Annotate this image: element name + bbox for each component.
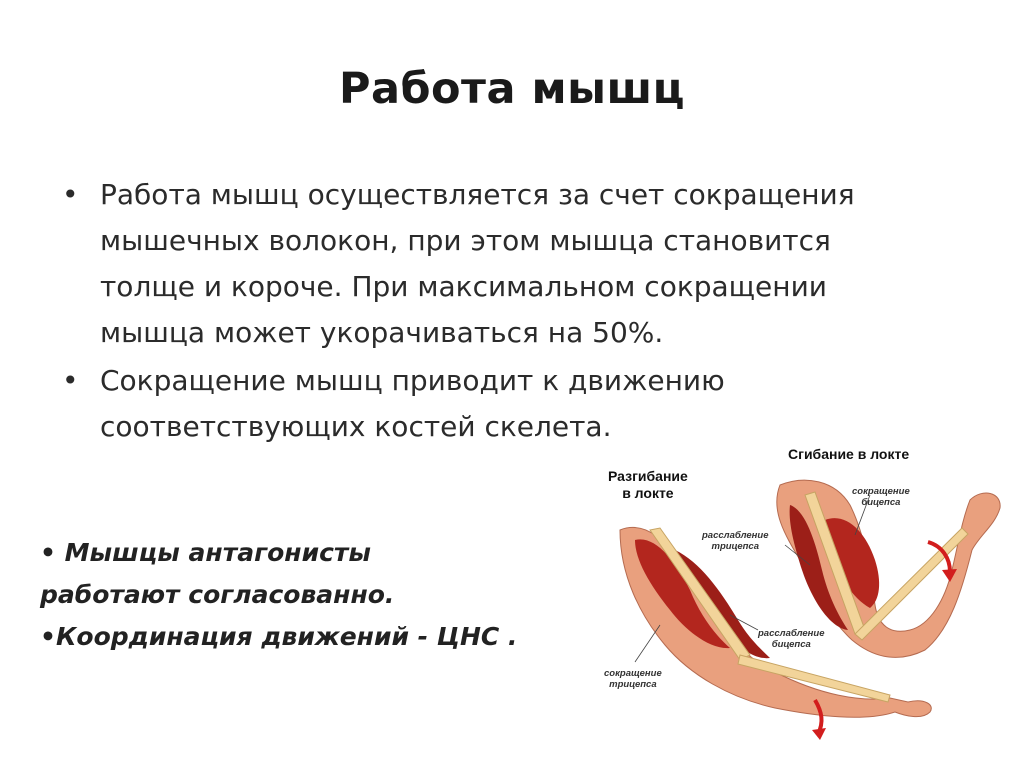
bullet-line: Работа мышц осуществляется за счет сокращения <box>100 178 855 211</box>
label-flexion: Сгибание в локте <box>788 446 910 462</box>
label-line: расслабление <box>702 530 769 541</box>
label-triceps-relax <box>702 530 769 552</box>
label-line: трицепса <box>711 541 759 552</box>
bullet-dot: • <box>62 364 79 397</box>
label-line: бицепса <box>861 497 901 508</box>
slide-title: Работа мышц <box>338 64 686 114</box>
label-extension <box>608 468 688 502</box>
bullet-line: Сокращение мышц приводит к движению <box>100 364 725 397</box>
label-extension-line: в локте <box>622 485 674 501</box>
note-line: работают согласованно. <box>40 580 395 609</box>
note-line: • Мышцы антагонисты <box>40 538 372 567</box>
bullet-item <box>62 358 982 450</box>
bullet-item <box>62 172 982 356</box>
label-biceps-contraction <box>852 486 910 508</box>
bullet-line: мышца может укорачиваться на 50%. <box>100 316 664 349</box>
label-line: трицепса <box>609 679 657 690</box>
label-triceps-contraction <box>604 668 662 690</box>
label-line: расслабление <box>758 628 825 639</box>
bullet-dot: • <box>62 178 79 211</box>
bullet-line: толще и короче. При максимальном сокращении <box>100 270 827 303</box>
arm-muscle-figure <box>590 446 1010 760</box>
label-biceps-relax <box>758 628 825 650</box>
leader-triceps-contraction <box>635 625 660 662</box>
note-line: •Координация движений - ЦНС . <box>40 622 518 651</box>
bullet-list <box>62 172 982 450</box>
label-extension-line: Разгибание <box>608 468 688 484</box>
label-line: сокращение <box>604 668 662 679</box>
label-line: сокращение <box>852 486 910 497</box>
bullet-line: мышечных волокон, при этом мышца становится <box>100 224 831 257</box>
note-block <box>40 532 560 658</box>
extension-arrow-head <box>812 728 826 740</box>
label-line: бицепса <box>771 639 811 650</box>
bullet-line: соответствующих костей скелета. <box>100 410 612 443</box>
